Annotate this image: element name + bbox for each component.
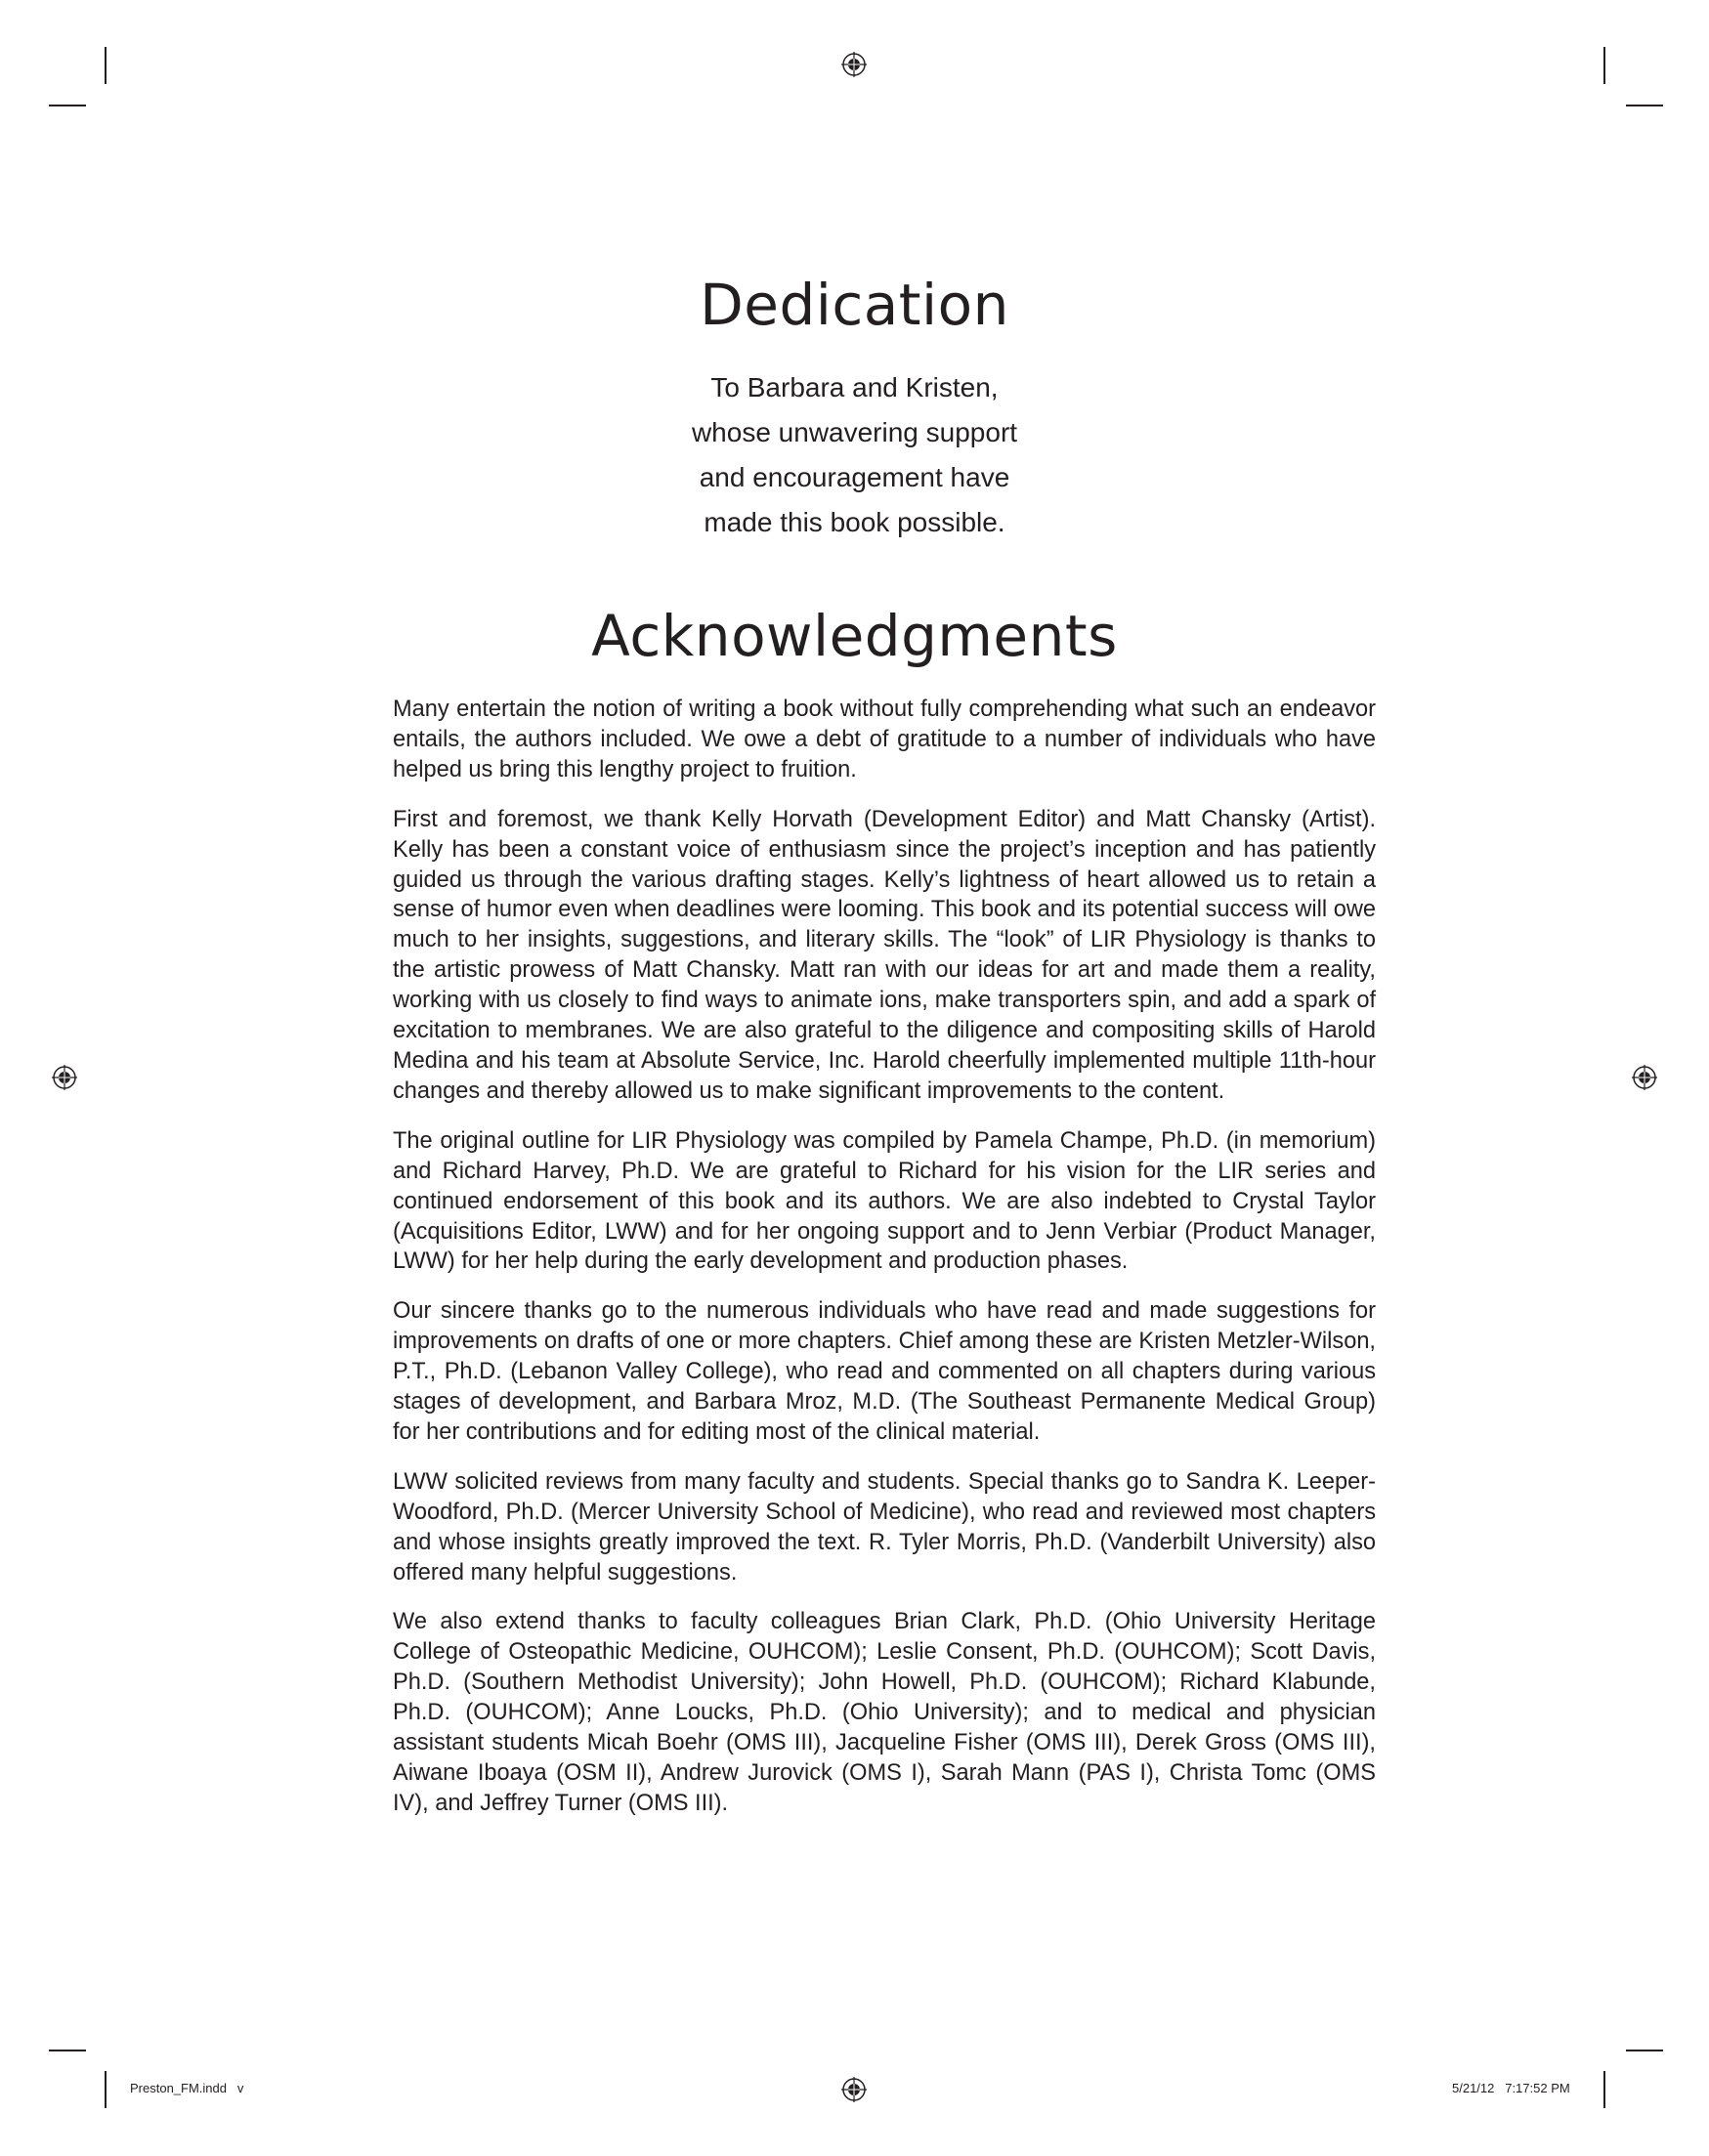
acknowledgments-paragraph: We also extend thanks to faculty colleagues Brian Clark, Ph.D. (Ohio University Heritage College of Osteopathic Medicine, OUHCOM); Leslie Consent, Ph.D. (OUHCOM); Scott Davis, Ph.D. (Southern Methodist University); John Howell, Ph.D. (OUHCOM); Richard Klabunde, Ph.D. (OUHCOM); Anne Loucks, Ph.D. (Ohio University); and to medical and physician assistant students Micah Boehr (OMS III), Jacqueline Fisher (OMS III), Derek Gross (OMS III), Aiwane Iboaya (OSM II), Andrew Jurovick (OMS I), Sarah Mann (PAS I), Christa Tomc (OMS IV), and Jeffrey Turner (OMS III).: [393, 1609, 1376, 1816]
slug-filename: Preston_FM.indd v: [130, 2081, 244, 2095]
crop-mark-top-left-vertical: [105, 47, 107, 84]
acknowledgments-body: [393, 695, 1376, 1839]
acknowledgments-paragraph: The original outline for LIR Physiology was compiled by Pamela Champe, Ph.D. (in memorium) and Richard Harvey, Ph.D. We are grateful to Richard for his vision for the LIR series and continued endorsement of this book and its authors. We are also indebted to Crystal Taylor (Acquisitions Editor, LWW) and for her ongoing support and to Jenn Verbiar (Product Manager, LWW) for her help during the early development and production phases.: [393, 1127, 1376, 1275]
dedication-text: [0, 365, 1709, 545]
crop-mark-top-right-horizontal: [1626, 105, 1663, 106]
crop-mark-bottom-right-horizontal: [1626, 2050, 1663, 2051]
crop-mark-bottom-left-horizontal: [49, 2050, 86, 2051]
acknowledgments-paragraph: LWW solicited reviews from many faculty and students. Special thanks go to Sandra K. Leeper-Woodford, Ph.D. (Mercer University School of Medicine), who read and reviewed most chapters and whose insights greatly improved the text. R. Tyler Morris, Ph.D. (Vanderbilt University) also offered many helpful suggestions.: [393, 1468, 1376, 1585]
crop-mark-top-right-vertical: [1603, 47, 1605, 84]
dedication-line: To Barbara and Kristen,: [710, 372, 999, 402]
acknowledgments-paragraph: Many entertain the notion of writing a book without fully comprehending what such an endeavor entails, the authors included. We owe a debt of gratitude to a number of individuals who have helped us bring this lengthy project to fruition.: [393, 697, 1376, 782]
registration-target-icon: [841, 52, 867, 77]
dedication-line: and encouragement have: [699, 462, 1010, 492]
registration-target-icon: [841, 2077, 867, 2102]
dedication-title: Dedication: [700, 272, 1009, 338]
dedication-line: whose unwavering support: [691, 417, 1018, 447]
acknowledgments-title: Acknowledgments: [591, 603, 1118, 669]
acknowledgments-paragraph: Our sincere thanks go to the numerous individuals who have read and made suggestions for improvements on drafts of one or more chapters. Chief among these are Kristen Metzler-Wilson, P.T., Ph.D. (Lebanon Valley College), who read and commented on all chapters during various stages of development, and Barbara Mroz, M.D. (The Southeast Permanente Medical Group) for her contributions and for editing most of the clinical material.: [393, 1298, 1376, 1445]
crop-mark-bottom-left-vertical: [105, 2071, 107, 2108]
crop-mark-top-left-horizontal: [49, 105, 86, 106]
registration-target-icon: [1632, 1065, 1657, 1090]
acknowledgments-paragraph: First and foremost, we thank Kelly Horvath (Development Editor) and Matt Chansky (Artist). Kelly has been a constant voice of enthusiasm since the project’s inception and has patiently guided us through the various drafting stages. Kelly’s lightness of heart allowed us to retain a sense of humor even when deadlines were looming. This book and its potential success will owe much to her insights, suggestions, and literary skills. The “look” of LIR Physiology is thanks to the artistic prowess of Matt Chansky. Matt ran with our ideas for art and made them a reality, working with us closely to find ways to animate ions, make transporters spin, and add a spark of excitation to membranes. We are also grateful to the diligence and compositing skills of Harold Medina and his team at Absolute Service, Inc. Harold cheerfully implemented multiple 11th-hour changes and thereby allowed us to make significant improvements to the content.: [393, 806, 1376, 1104]
slug-timestamp: 5/21/12 7:17:52 PM: [1452, 2081, 1570, 2095]
crop-mark-bottom-right-vertical: [1603, 2071, 1605, 2108]
dedication-line: made this book possible.: [704, 507, 1005, 537]
registration-target-icon: [52, 1065, 77, 1090]
